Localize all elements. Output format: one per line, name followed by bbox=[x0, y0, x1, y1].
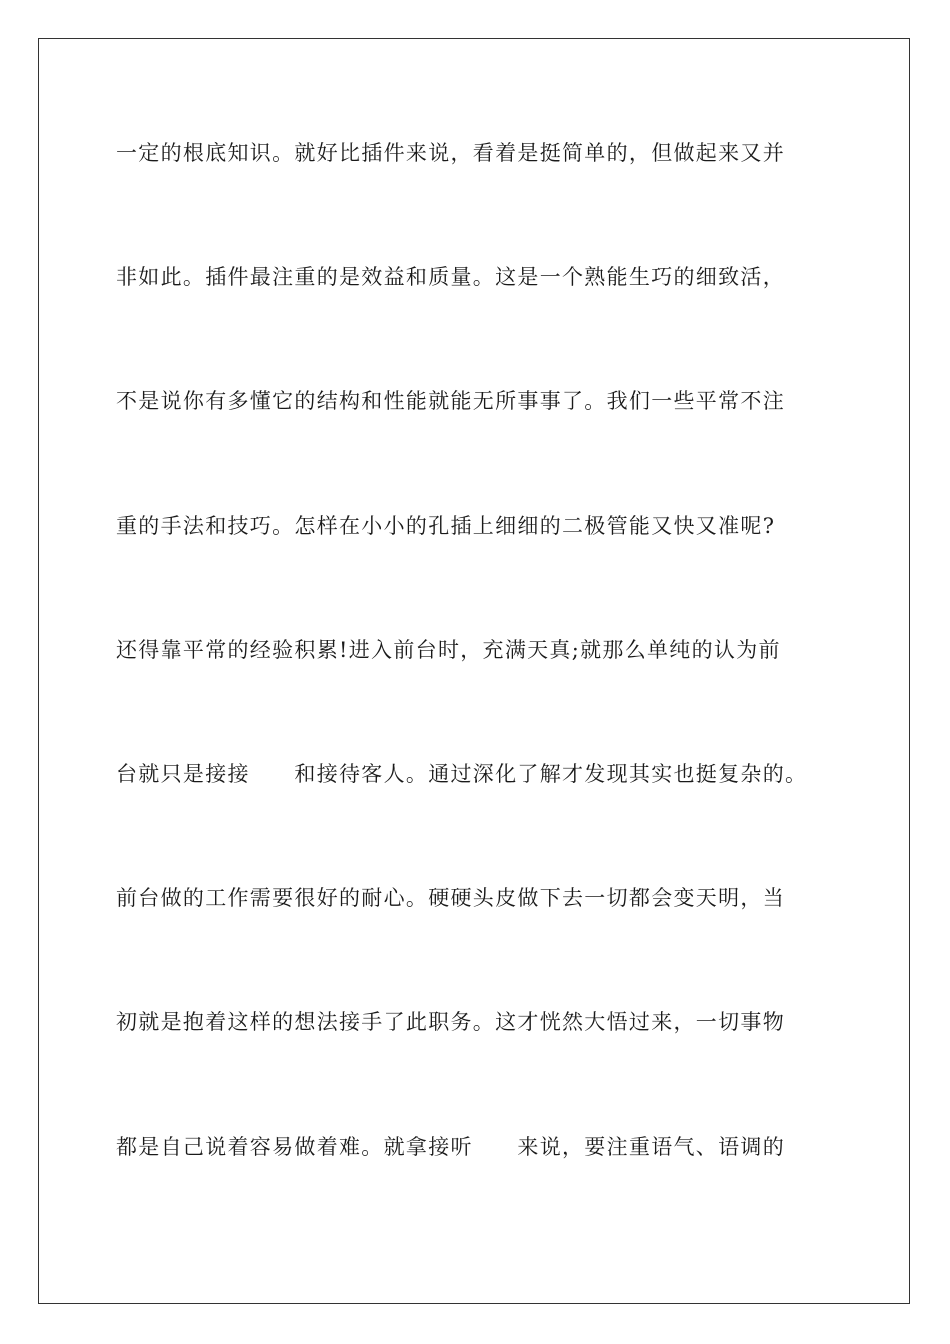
text-line: 都是自己说着容易做着难。就拿接听 来说，要注重语气、语调的 bbox=[116, 1134, 785, 1159]
text-line: 台就只是接接 和接待客人。通过深化了解才发现其实也挺复杂的。 bbox=[116, 761, 808, 786]
text-line: 重的手法和技巧。怎样在小小的孔插上细细的二极管能又快又准呢? bbox=[116, 513, 776, 538]
text-line: 初就是抱着这样的想法接手了此职务。这才恍然大悟过来，一切事物 bbox=[116, 1010, 785, 1035]
text-line: 一定的根底知识。就好比插件来说，看着是挺简单的，但做起来又并 bbox=[116, 141, 785, 165]
text-line: 不是说你有多懂它的结构和性能就能无所事事了。我们一些平常不注 bbox=[116, 389, 785, 414]
document-body bbox=[116, 133, 876, 1251]
text-line: 非如此。插件最注重的是效益和质量。这是一个熟能生巧的细致活， bbox=[116, 265, 785, 290]
text-line: 前台做的工作需要很好的耐心。硬硬头皮做下去一切都会变天明，当 bbox=[116, 886, 785, 911]
text-line: 还得靠平常的经验积累!进入前台时，充满天真;就那么单纯的认为前 bbox=[116, 637, 781, 662]
